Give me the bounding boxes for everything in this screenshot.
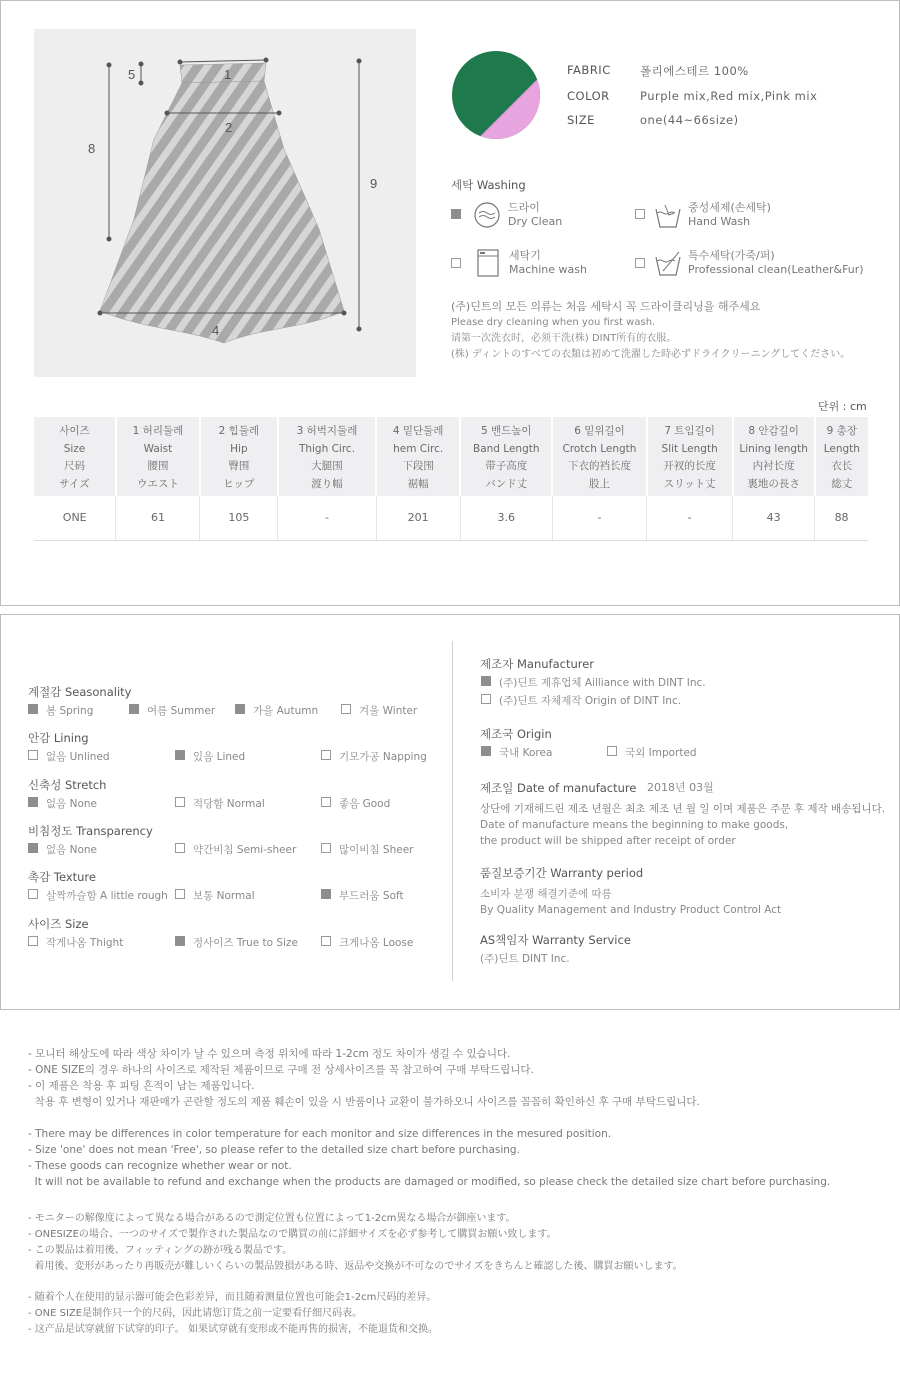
checkbox-unchecked: [28, 936, 38, 946]
checkbox-checked: [28, 704, 38, 714]
note-line: - 这产品是试穿就留下试穿的印子。 如果试穿就有变形或不能再售的损害，不能退货和交换。: [28, 1324, 438, 1335]
note-line: - There may be differences in color temperature for each monitor and size differences in the mesured position.: [28, 1128, 612, 1140]
table-cell: 105: [200, 496, 278, 540]
checkbox-unchecked: [175, 843, 185, 853]
wash-label-kr: 드라이: [508, 201, 540, 214]
wash-label-kr: 특수세탁(가죽/퍼): [688, 249, 775, 262]
table-cell: ONE: [34, 496, 116, 540]
table-cell: 3.6: [460, 496, 552, 540]
washing-note-jp: (株) ディントのすべての衣類は初めて洗濯した時必ずドライクリーニングしてください。: [451, 349, 851, 360]
attr-title-stretch: 신축성 Stretch: [28, 778, 107, 792]
table-cell: -: [647, 496, 733, 540]
dimension-label-2: 2: [225, 120, 233, 135]
attr-title-seasonality: 계절감 Seasonality: [28, 685, 132, 699]
header-length: 9 총장 Length 衣长 総丈: [815, 417, 868, 496]
dimension-label-4: 4: [212, 323, 220, 338]
wash-label-kr: 중성세제(손세탁): [688, 201, 771, 214]
checkbox-unchecked: [28, 889, 38, 899]
skirt-measurement-illustration: [34, 29, 416, 377]
checkbox-checked: [321, 889, 331, 899]
product-attributes-panel: 계절감 Seasonality 봄 Spring 여름 Summer 가을 Autumn 겨울 Winter 안감 Lining 없음 Unlined 있음 Lined 기모가공 Napping 신축성 Stretch 없음 None 적당함 Normal 좋음 Good 비침정도 Transparency 없음 None 약간비침 Semi-sheer 많이비침 Sheer 촉감 Texture 살짝까슬함 A little rough 보통 Normal 부드러움 Soft 사이즈 Size 작게나옴 Thight 정사이즈 True to Size 크게나옴 Loose 제조자 Manufacturer (주)딘트 제휴업체 Ailliance with DINT Inc. (주)딘트 자체제작 Origin of DINT Inc. 제조국 Origin 국내 Korea 국외 Imported 제조일 Date of manufacture 2018년 03월 상단에 기재해드린 제조 년월은 최초 제조 년 월 일 이며 제품은 주문 후 제작 배송됩니다. Date of manufacture means the beginning to make goods, the product will be shipped after receipt of order 품질보증기간 Warranty period 소비자 분쟁 해결기준에 따름 By Quality Management and Industry Product Control Act AS책임자 Warranty Service (주)딘트 DINT Inc.: [0, 614, 900, 1010]
checkbox-unchecked: [175, 889, 185, 899]
header-thigh: 3 허벅지둘레 Thigh Circ. 大腿围 渡り幅: [278, 417, 376, 496]
checkbox-checked: [175, 936, 185, 946]
header-hip: 2 힙둘레 Hip 臀围 ヒップ: [200, 417, 278, 496]
table-cell: -: [278, 496, 376, 540]
washing-note-en: Please dry cleaning when you first wash.: [451, 317, 656, 328]
checkbox-unchecked: [607, 746, 617, 756]
header-crotch: 6 밑위길이 Crotch Length 下衣的裆长度 股上: [552, 417, 646, 496]
note-line: - These goods can recognize whether wear or not.: [28, 1160, 292, 1172]
warranty-period-kr: 소비자 분쟁 해결기준에 따름: [480, 888, 612, 900]
purchase-notes: [0, 1010, 900, 1392]
warranty-service-title: AS책임자 Warranty Service: [480, 933, 631, 947]
checkbox-unchecked: [28, 750, 38, 760]
note-line: - ONE SIZE是制作只一个的尺码，因此请您订货之前一定要看仔细尺码表。: [28, 1308, 363, 1319]
checkbox-checked: [235, 704, 245, 714]
note-line: - Size 'one' does not mean 'Free', so please refer to the detailed size chart before purchasing.: [28, 1144, 520, 1156]
header-hem: 4 밑단둘레 hem Circ. 下段围 裾幅: [376, 417, 460, 496]
checkbox-checked: [451, 209, 461, 219]
checkbox-unchecked: [451, 258, 461, 268]
table-cell: 201: [376, 496, 460, 540]
manufacture-date-value: 2018년 03월: [647, 781, 714, 794]
washing-title: 세탁 Washing: [451, 178, 526, 192]
warranty-period-en: By Quality Management and Industry Product Control Act: [480, 904, 782, 916]
checkbox-unchecked: [635, 209, 645, 219]
checkbox-unchecked: [321, 750, 331, 760]
table-cell: 61: [116, 496, 200, 540]
attr-title-lining: 안감 Lining: [28, 731, 89, 745]
size-table-header: [34, 417, 868, 496]
professional-clean-icon: [653, 249, 683, 277]
dimension-label-9: 9: [370, 176, 378, 191]
header-waist: 1 허리둘레 Waist 腰围 ウエスト: [116, 417, 200, 496]
dry-clean-icon: [473, 201, 501, 229]
table-cell: 88: [815, 496, 868, 540]
checkbox-unchecked: [341, 704, 351, 714]
info-value: Purple mix,Red mix,Pink mix: [640, 89, 818, 103]
dimension-label-5: 5: [128, 67, 136, 82]
table-row: [34, 496, 868, 540]
manufacture-date-note-en1: Date of manufacture means the beginning to make goods,: [480, 819, 789, 831]
info-label: COLOR: [567, 89, 610, 103]
note-line: 着用後、変形があったり再販売が難しいくらいの製品毀損がある時、返品や交換が不可なのでサイズをきちんと確認した後、購買お願いします。: [28, 1261, 683, 1272]
header-size: 사이즈 Size 尺码 サイズ: [34, 417, 116, 496]
checkbox-checked: [28, 843, 38, 853]
table-cell: -: [552, 496, 646, 540]
info-value: one(44~66size): [640, 113, 739, 127]
hand-wash-icon: [653, 201, 683, 229]
checkbox-unchecked: [481, 694, 491, 704]
note-line: - この製品は着用後、フィッティングの跡が残る製品です。: [28, 1245, 293, 1256]
wash-label-en: Hand Wash: [688, 215, 751, 228]
checkbox-unchecked: [321, 843, 331, 853]
origin-title: 제조국 Origin: [480, 727, 552, 741]
note-line: - ONE SIZE의 경우 하나의 사이즈로 제작된 제품이므로 구매 전 상세사이즈를 꼭 참고하여 구매 부탁드립니다.: [28, 1064, 534, 1076]
manufacture-date-title: 제조일 Date of manufacture: [480, 781, 637, 795]
attr-title-texture: 촉감 Texture: [28, 870, 96, 884]
column-divider: [452, 641, 453, 981]
dimension-label-1: 1: [224, 67, 232, 82]
wash-label-kr: 세탁기: [509, 249, 541, 262]
note-line: - 随着个人在使用的显示器可能会色彩差异，而且随着测量位置也可能会1-2cm尺码的差异。: [28, 1292, 437, 1303]
warranty-service-value: (주)딘트 DINT Inc.: [480, 953, 570, 965]
note-line: 착용 후 변형이 있거나 재판매가 곤란할 정도의 제품 훼손이 있을 시 반품이나 교환이 불가하오니 사이즈를 꼼꼼히 확인하신 후 구매 부탁드립니다.: [28, 1096, 700, 1108]
size-unit: 단위 : cm: [818, 400, 867, 413]
checkbox-checked: [28, 797, 38, 807]
washing-notes: [451, 299, 850, 363]
checkbox-checked: [481, 676, 491, 686]
header-band: 5 밴드높이 Band Length 带子高度 バンド丈: [460, 417, 552, 496]
checkbox-unchecked: [635, 258, 645, 268]
attr-title-size: 사이즈 Size: [28, 917, 89, 931]
checkbox-checked: [481, 746, 491, 756]
note-line: - 모니터 해상도에 따라 색상 차이가 날 수 있으며 측정 위치에 따라 1-2cm 정도 차이가 생길 수 있습니다.: [28, 1048, 511, 1060]
note-line: It will not be available to refund and exchange when the products are damaged or modified, so please check the detailed size chart before purchasing.: [28, 1176, 831, 1188]
manufacture-date-note-kr: 상단에 기재해드린 제조 년월은 최초 제조 년 월 일 이며 제품은 주문 후 제작 배송됩니다.: [480, 803, 886, 815]
manufacturer-title: 제조자 Manufacturer: [480, 657, 595, 671]
header-lining: 8 안감길이 Lining length 内衬长度 裏地の長さ: [733, 417, 815, 496]
checkbox-unchecked: [175, 797, 185, 807]
note-line: - ONESIZEの場合、一つのサイズで製作された製品なので購買の前に詳細サイズを必ず参考して購買お願い致します。: [28, 1229, 557, 1240]
wash-label-en: Machine wash: [509, 263, 587, 276]
dimension-label-8: 8: [88, 141, 96, 156]
wash-label-en: Dry Clean: [508, 215, 563, 228]
checkbox-checked: [175, 750, 185, 760]
product-spec-panel: [0, 0, 900, 606]
info-label: SIZE: [567, 113, 595, 127]
washing-machine-icon: [477, 249, 499, 277]
note-line: - モニターの解像度によって異なる場合があるので測定位置も位置によって1-2cm異なる場合が御座います。: [28, 1213, 516, 1224]
fabric-swatch: [452, 51, 540, 139]
header-slit: 7 트임길이 Slit Length 开衩的长度 スリット丈: [647, 417, 733, 496]
attr-title-transparency: 비침정도 Transparency: [28, 824, 153, 838]
table-cell: 43: [733, 496, 815, 540]
warranty-period-title: 품질보증기간 Warranty period: [480, 866, 644, 880]
washing-note-kr: (주)딘트의 모든 의류는 처음 세탁시 꼭 드라이클리닝을 해주세요: [451, 300, 761, 313]
checkbox-checked: [129, 704, 139, 714]
info-label: FABRIC: [567, 63, 611, 77]
note-line: - 이 제품은 착용 후 피팅 흔적이 남는 제품입니다.: [28, 1080, 255, 1092]
manufacture-date-note-en2: the product will be shipped after receipt of order: [480, 835, 736, 847]
checkbox-unchecked: [321, 936, 331, 946]
size-table: [34, 417, 868, 541]
info-value: 폴리에스테르 100%: [640, 64, 749, 78]
wash-label-en: Professional clean(Leather&Fur): [688, 263, 864, 276]
washing-note-cn: 请第一次洗衣时，必须干洗(株) DINT所有的衣服。: [451, 333, 677, 344]
checkbox-unchecked: [321, 797, 331, 807]
